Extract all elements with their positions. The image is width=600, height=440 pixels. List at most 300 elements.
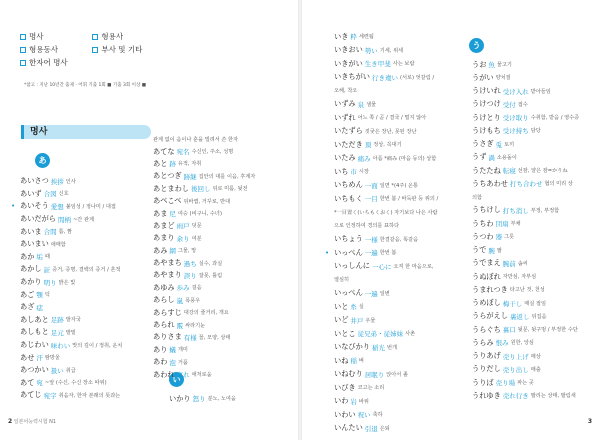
section-label: 명사 [30,127,48,137]
entry-meaning: 바위 [358,398,369,405]
entry-kanji: 顎 [36,291,43,300]
entry-meaning: 부채 [510,221,521,228]
vocab-entry [334,165,458,179]
entry-meaning: 받아들임 [530,88,551,95]
entry-meaning: 뒷문, 뒷구멍 / 부정한 수단 [517,327,578,334]
entry-kanji: 受付 [502,100,516,109]
vocab-entry [153,306,293,318]
vocab-entry [334,57,458,71]
entry-headword: うりあげ [472,351,501,361]
entry-headword: うけとり [472,112,501,122]
entry-kanji: 腕 [488,246,495,255]
vocab-entry [334,287,458,301]
entry-kanji: 泡 [169,358,176,367]
vocab-entry [153,245,293,257]
vocab-entry [334,314,458,328]
entry-headword: いっぺん [334,247,363,257]
entry-headword: いき [334,31,349,41]
entry-kanji: 打ち合わせ [509,180,543,189]
entry-meaning: 잘못, 틀림 [198,272,223,279]
entry-kanji: 魚 [488,61,495,70]
entry-headword: あいさつ [20,176,49,186]
vocab-entry [334,206,458,220]
entry-meaning: 담당 [530,128,541,135]
entry-kanji: 岩 [350,397,357,406]
vocab-entry [472,177,592,190]
entry-kanji: 売れ行き [502,392,529,401]
entry-kanji: 足跡 [50,316,64,325]
entry-kanji: 売り場 [495,379,516,388]
entry-meaning: 신호 [58,191,69,198]
entry-kanji: 一遍 [364,289,378,298]
entry-meaning: 턱 [44,292,50,299]
checkbox-icon [92,47,98,53]
vocab-entry [334,300,458,314]
entry-headword: あやまり [153,270,182,280]
entry-kanji: 売り上げ [502,352,529,361]
entry-kanji: 痣 [36,303,43,312]
vocab-entry [472,230,592,243]
entry-headword: あわれ [153,369,175,379]
kana-badge-u: う [469,38,484,53]
entry-meaning: 여승 (비구니, 수녀) [177,211,222,218]
entry-meaning: 뒤로 미룸, 뒷전 [212,186,248,193]
entry-meaning: 자만심, 자부심 [502,274,537,281]
entry-meaning: 사는 보람 [392,61,415,68]
entry-kanji: 足元 [50,328,64,337]
entry-headword: あわ [153,357,168,367]
entry-meaning: 시장 [358,169,369,176]
vocab-entry [334,408,458,422]
entry-meaning: 기세, 위세 [379,47,404,54]
entry-meaning: 대강의 줄거리, 개요 [183,310,229,317]
entry-kanji: 愛想 [50,202,64,211]
entry-headword: いちもく [334,193,363,203]
entry-meaning: 수신인, 주소, 성명 [191,149,234,156]
entry-meaning: 팔리는 상태, 팔림새 [530,393,576,400]
checkbox-icon [92,34,98,40]
entry-kanji: 団扇 [495,220,509,229]
entry-headword: いかり [169,393,191,403]
entry-headword: あられ [153,320,175,330]
entry-kanji: 味わい [50,341,71,350]
entry-meaning: 여분 [191,235,202,242]
vocab-entry [472,111,592,124]
entry-meaning: 은퇴 [379,425,390,432]
entry-headword: いと [334,301,349,311]
entry-headword: うけつけ [472,99,501,109]
entry-kanji: 梅干し [502,299,523,308]
entry-headword: あてじ [20,390,42,400]
entry-kanji: 網 [169,247,176,256]
entry-meaning: 타고난 것, 천성 [509,287,545,294]
footer-right [588,418,592,425]
entry-kanji: 受け取り [502,114,529,123]
entry-kanji: 宛字 [43,391,57,400]
entry-kanji: 腕前 [502,259,516,268]
vocab-entry [472,323,592,336]
entry-kanji: 痛み [357,154,371,163]
entry-kanji: 明り [43,278,57,287]
entry-meaning: 토끼 [504,141,515,148]
entry-headword: あま [153,208,168,218]
entry-meaning: 유적, 자취 [177,161,202,168]
vocab-entry [334,327,458,341]
entry-headword: あいだがら [20,214,56,224]
entry-meaning: 증거, 증명, 결백의 증거 / 흔적 [52,266,121,273]
vocab-entry [153,319,293,331]
entry-kanji: 頂 [364,141,372,150]
vocab-entry [20,351,138,364]
vocab-entry [472,85,592,98]
entry-meaning: 매상 [530,353,541,360]
entry-kanji: 過ち [183,259,197,268]
entry-meaning: 걸음 [191,285,202,292]
entry-headword: うお [472,59,487,69]
entry-column-i [325,30,458,435]
entry-kanji: 稲光 [371,343,385,352]
vocab-entry [153,331,293,343]
entry-meaning: 발자국 [65,317,81,324]
entry-meaning: 매실 절임 [524,300,546,307]
entry-headword: あざ [20,302,35,312]
entry-meaning: 틈, 짬 [58,229,72,236]
vocab-entry [334,44,458,58]
vocab-entry [153,282,293,294]
entry-meaning: 벼 [358,358,364,365]
vocab-entry [334,273,458,287]
entry-meaning: 우물 [365,317,376,324]
vocab-entry [20,225,138,238]
entry-headword: いきちがい [334,72,370,82]
entry-headword: いちょう [334,234,363,244]
entry-headword: いっぺん [334,288,363,298]
entry-meaning: 집안의 대를 이음, 후계자 [198,173,256,180]
entry-kanji: 打ち消し [502,206,529,215]
entry-meaning: 땀방울 [44,355,60,362]
entry-meaning: 수취함, 받음 / 영수증 [530,115,580,122]
bullet-mark: • [325,248,330,257]
entry-meaning: 열심히 [334,277,350,284]
entry-kanji: 後回し [190,185,211,194]
entry-headword: あまど [153,220,175,230]
entry-meaning: 발밑 [65,329,76,336]
vocab-entry [153,183,293,195]
entry-kanji: 粋 [350,33,357,42]
footer-left [8,418,56,425]
entry-kanji: 一面 [364,181,378,190]
entry-column-a [11,175,138,402]
entry-column-i-left [169,392,289,405]
entry-meaning: 으로 인정하여 경의를 표하다 [334,223,400,230]
entry-kanji: 引退 [364,424,378,433]
entry-meaning: 코고는 소리 [357,385,385,392]
entry-headword: あり [153,344,168,354]
vocab-entry [20,251,138,264]
entry-meaning: 실 [358,304,364,311]
entry-kanji: 跡 [169,160,176,169]
entry-meaning: (서로) 엇갈림 / [399,74,435,81]
entry-kanji: 祝い [357,411,371,420]
entry-meaning: 오해, 착오 [334,88,358,95]
entry-kanji: 一心に [371,262,392,271]
vocab-entry [334,381,458,395]
legend-item-noun: 명사 [20,30,92,43]
entry-headword: うめぼし [472,298,501,308]
legend-note: *참고 : 지난 10년간 출제 · 어휘 기출 1회 ■ 기출 3회 이상 ■ [24,83,146,88]
vocab-entry [334,354,458,368]
entry-meaning: 번개 [386,344,397,351]
entry-meaning: 맛의 깊이 / 정취, 운치 [72,342,123,349]
entry-meaning: 그물, 망 [177,248,197,255]
entry-column-u [472,58,592,403]
entry-headword: あいま [20,226,42,236]
entry-kanji: 一様 [364,235,378,244]
entry-kanji: 居眠り [364,370,385,379]
entry-headword: あか [20,251,35,261]
entry-kanji: 汗 [36,354,43,363]
entry-kanji: 余り [176,234,190,243]
entry-headword: うらぐち [472,324,501,334]
vocab-entry [20,389,138,402]
entry-headword: うりば [472,377,494,387]
entry-kanji: 尼 [169,210,176,219]
entry-meaning: 세련됨 [358,34,374,41]
entry-meaning: 애매함 [50,241,66,248]
entry-meaning: 폭풍우 [185,297,201,304]
entry-meaning: 한결같음, 똑같음 [379,236,419,243]
entry-meaning: 한번 봄 [379,250,397,257]
entry-kanji: 市 [350,168,357,177]
entry-headword: あいまい [20,239,49,249]
entry-headword: あみ [153,245,168,255]
entry-meaning: 앉아서 졸 [386,371,408,378]
entry-headword: うがい [472,72,494,82]
entry-headword: あせ [20,352,35,362]
entry-headword: いち [334,166,349,176]
vocab-entry [472,376,592,389]
entry-meaning: 붙임성 / 정나미 / 대접 [65,203,116,210]
entry-meaning: 오직 한 마음으로, [393,263,434,270]
vocab-entry [472,138,592,151]
entry-column-a-continued [153,133,293,381]
vocab-entry [334,233,458,247]
entry-headword: あまり [153,233,175,243]
entry-kanji: 一目 [364,195,378,204]
kana-badge-i: い [169,372,184,387]
vocab-entry [334,125,458,139]
vocab-entry [334,84,458,98]
entry-headword: いきがい [334,58,363,68]
entry-headword: うれゆき [472,390,501,400]
entry-headword: いたみ [334,153,356,163]
entry-kanji: 怒り [192,395,206,403]
vocab-entry [169,392,289,405]
vocab-entry [472,310,592,323]
vocab-entry [153,344,293,356]
entry-meaning: 접수 [517,101,528,108]
vocab-entry [334,30,458,44]
entry-meaning: 매출 [530,366,541,373]
vocab-entry [334,341,458,355]
vocab-entry [472,217,592,230]
page-number-left: 2 [8,418,13,425]
vocab-entry [20,175,138,188]
vocab-entry [20,276,138,289]
vocab-entry [153,232,293,244]
entry-meaning: 뒤집음 [531,313,547,320]
vocab-entry [153,294,293,306]
vocab-entry [472,204,592,217]
vocab-entry [472,191,592,204]
vocab-entry [334,219,458,233]
entry-meaning: ~간 관계 [72,216,94,223]
entry-headword: いびき [334,382,356,392]
entry-meaning: 의함 [472,194,483,201]
entry-kanji: 垢 [36,253,43,262]
entry-meaning: 애처로움 [191,372,212,379]
entry-meaning: 일변 [379,290,390,297]
vocab-entry [472,270,592,283]
entry-headword: あしもと [20,327,49,337]
entry-meaning: 밝은 빛 [58,279,76,286]
entry-headword: いただき [334,139,363,149]
vocab-entry [20,238,138,251]
vocab-entry [472,257,592,270]
entry-headword: うず [472,152,487,162]
entry-kanji: 勢い [364,46,378,55]
entry-headword: あいず [20,188,42,198]
vocab-entry [153,170,293,182]
vocab-entry [334,422,458,436]
vocab-entry [11,200,138,213]
vocab-entry [472,151,592,164]
vocab-entry [334,98,458,112]
entry-headword: あと [153,158,168,168]
entry-meaning: 정상, 꼭대기 [373,142,402,149]
entry-kanji: 兎 [495,140,503,149]
entry-headword: いちめん [334,180,363,190]
entry-meaning: 선잠, 얕은 잠=かりね [517,168,568,175]
entry-meaning: 덧문 [191,223,202,230]
vocab-entry [153,257,293,269]
entry-meaning: 파는 곳 [517,380,534,387]
entry-headword: うらがえし [472,311,508,321]
vocab-entry [334,152,458,166]
entry-headword: うりだし [472,364,501,374]
entry-meaning: 소용돌이 [496,154,517,161]
entry-headword: うで [472,245,487,255]
entry-headword: うたたね [472,165,501,175]
entry-meaning: 인사 [65,178,76,185]
entry-meaning: 때 [44,254,50,261]
entry-meaning: 그릇 [504,234,515,241]
entry-meaning: 싸라기눈 [185,322,206,329]
entry-meaning: 취급 [65,367,76,374]
entry-headword: いど [334,315,349,325]
entry-kanji: 売り出し [502,365,529,374]
entry-kanji: 一遍 [364,249,378,258]
vocab-entry [472,244,592,257]
entry-kanji: 井戸 [350,316,364,325]
vocab-entry [153,133,293,145]
vocab-entry [472,164,592,177]
entry-headword: うけもち [472,125,501,135]
entry-headword: いねむり [334,369,363,379]
entry-headword: うぬぼれ [472,271,501,281]
vocab-entry [472,71,592,84]
entry-meaning: 일면 *(4주) 온통 [379,182,419,189]
entry-meaning: 분노, 노여움 [207,396,236,402]
section-header-tab [21,125,24,139]
vocab-entry [20,364,138,377]
entry-headword: うちわ [472,218,494,228]
entry-headword: あじわい [20,340,49,350]
entry-headword: あとつぎ [153,171,182,181]
entry-headword: ありさま [153,332,182,342]
entry-headword: あしあと [20,314,49,324]
entry-headword: いきおい [334,45,363,55]
vocab-entry [20,301,138,314]
entry-headword: いなびかり [334,342,370,352]
entry-meaning: 한번 봄 / 바둑판 등 위의 / [379,196,439,203]
checkbox-icon [20,60,26,66]
entry-headword: いっしんに [334,261,370,271]
entry-meaning: ~앞 (수신, 수신 장소 따위) [44,380,107,387]
entry-kanji: 裏口 [502,326,516,335]
vocab-entry [20,213,138,226]
vocab-entry [153,220,293,232]
checkbox-icon [20,47,26,53]
entry-headword: あかり [20,277,42,287]
entry-kanji: 雨戸 [176,222,190,231]
entry-kanji: 挨拶 [50,177,64,186]
entry-headword: あべこべ [153,196,182,206]
vocab-entry [334,138,458,152]
entry-headword: うつわ [472,231,494,241]
entry-meaning: 관계 없이 음이나 훈을 빌려서 쓴 한자 [153,136,239,143]
entry-headword: あゆみ [153,282,175,292]
legend-item-adverb-etc: 부사 및 기타 [92,43,160,56]
entry-kanji: 受け持ち [502,127,529,136]
legend [20,30,160,69]
vocab-entry [153,158,293,170]
vocab-entry [325,246,458,260]
entry-meaning: 개미 [177,347,188,354]
entry-meaning: 아픔 *痛み (마음 등의) 상함 [372,155,437,162]
entry-headword: あご [20,289,35,299]
entry-headword: いんたい [334,423,363,433]
vocab-entry [20,263,138,276]
entry-kanji: 誤り [183,271,197,280]
kana-badge-a: あ [35,153,50,168]
legend-item-adjective: 형용사 [92,30,160,43]
entry-headword: あつかい [20,365,49,375]
entry-kanji: 有様 [183,333,197,342]
vocab-entry [20,326,138,339]
entry-kanji: 蟻 [169,346,176,355]
entry-kanji: 嵐 [176,296,184,305]
entry-headword: いね [334,355,349,365]
entry-headword: あて [20,377,35,387]
vocab-entry [472,58,592,71]
entry-kanji: 合間 [43,228,57,237]
entry-kanji: 稲 [350,357,357,366]
entry-headword: いわい [334,409,356,419]
vocab-entry [153,356,293,368]
entry-kanji: 泉 [357,100,365,109]
vocab-entry [153,207,293,219]
